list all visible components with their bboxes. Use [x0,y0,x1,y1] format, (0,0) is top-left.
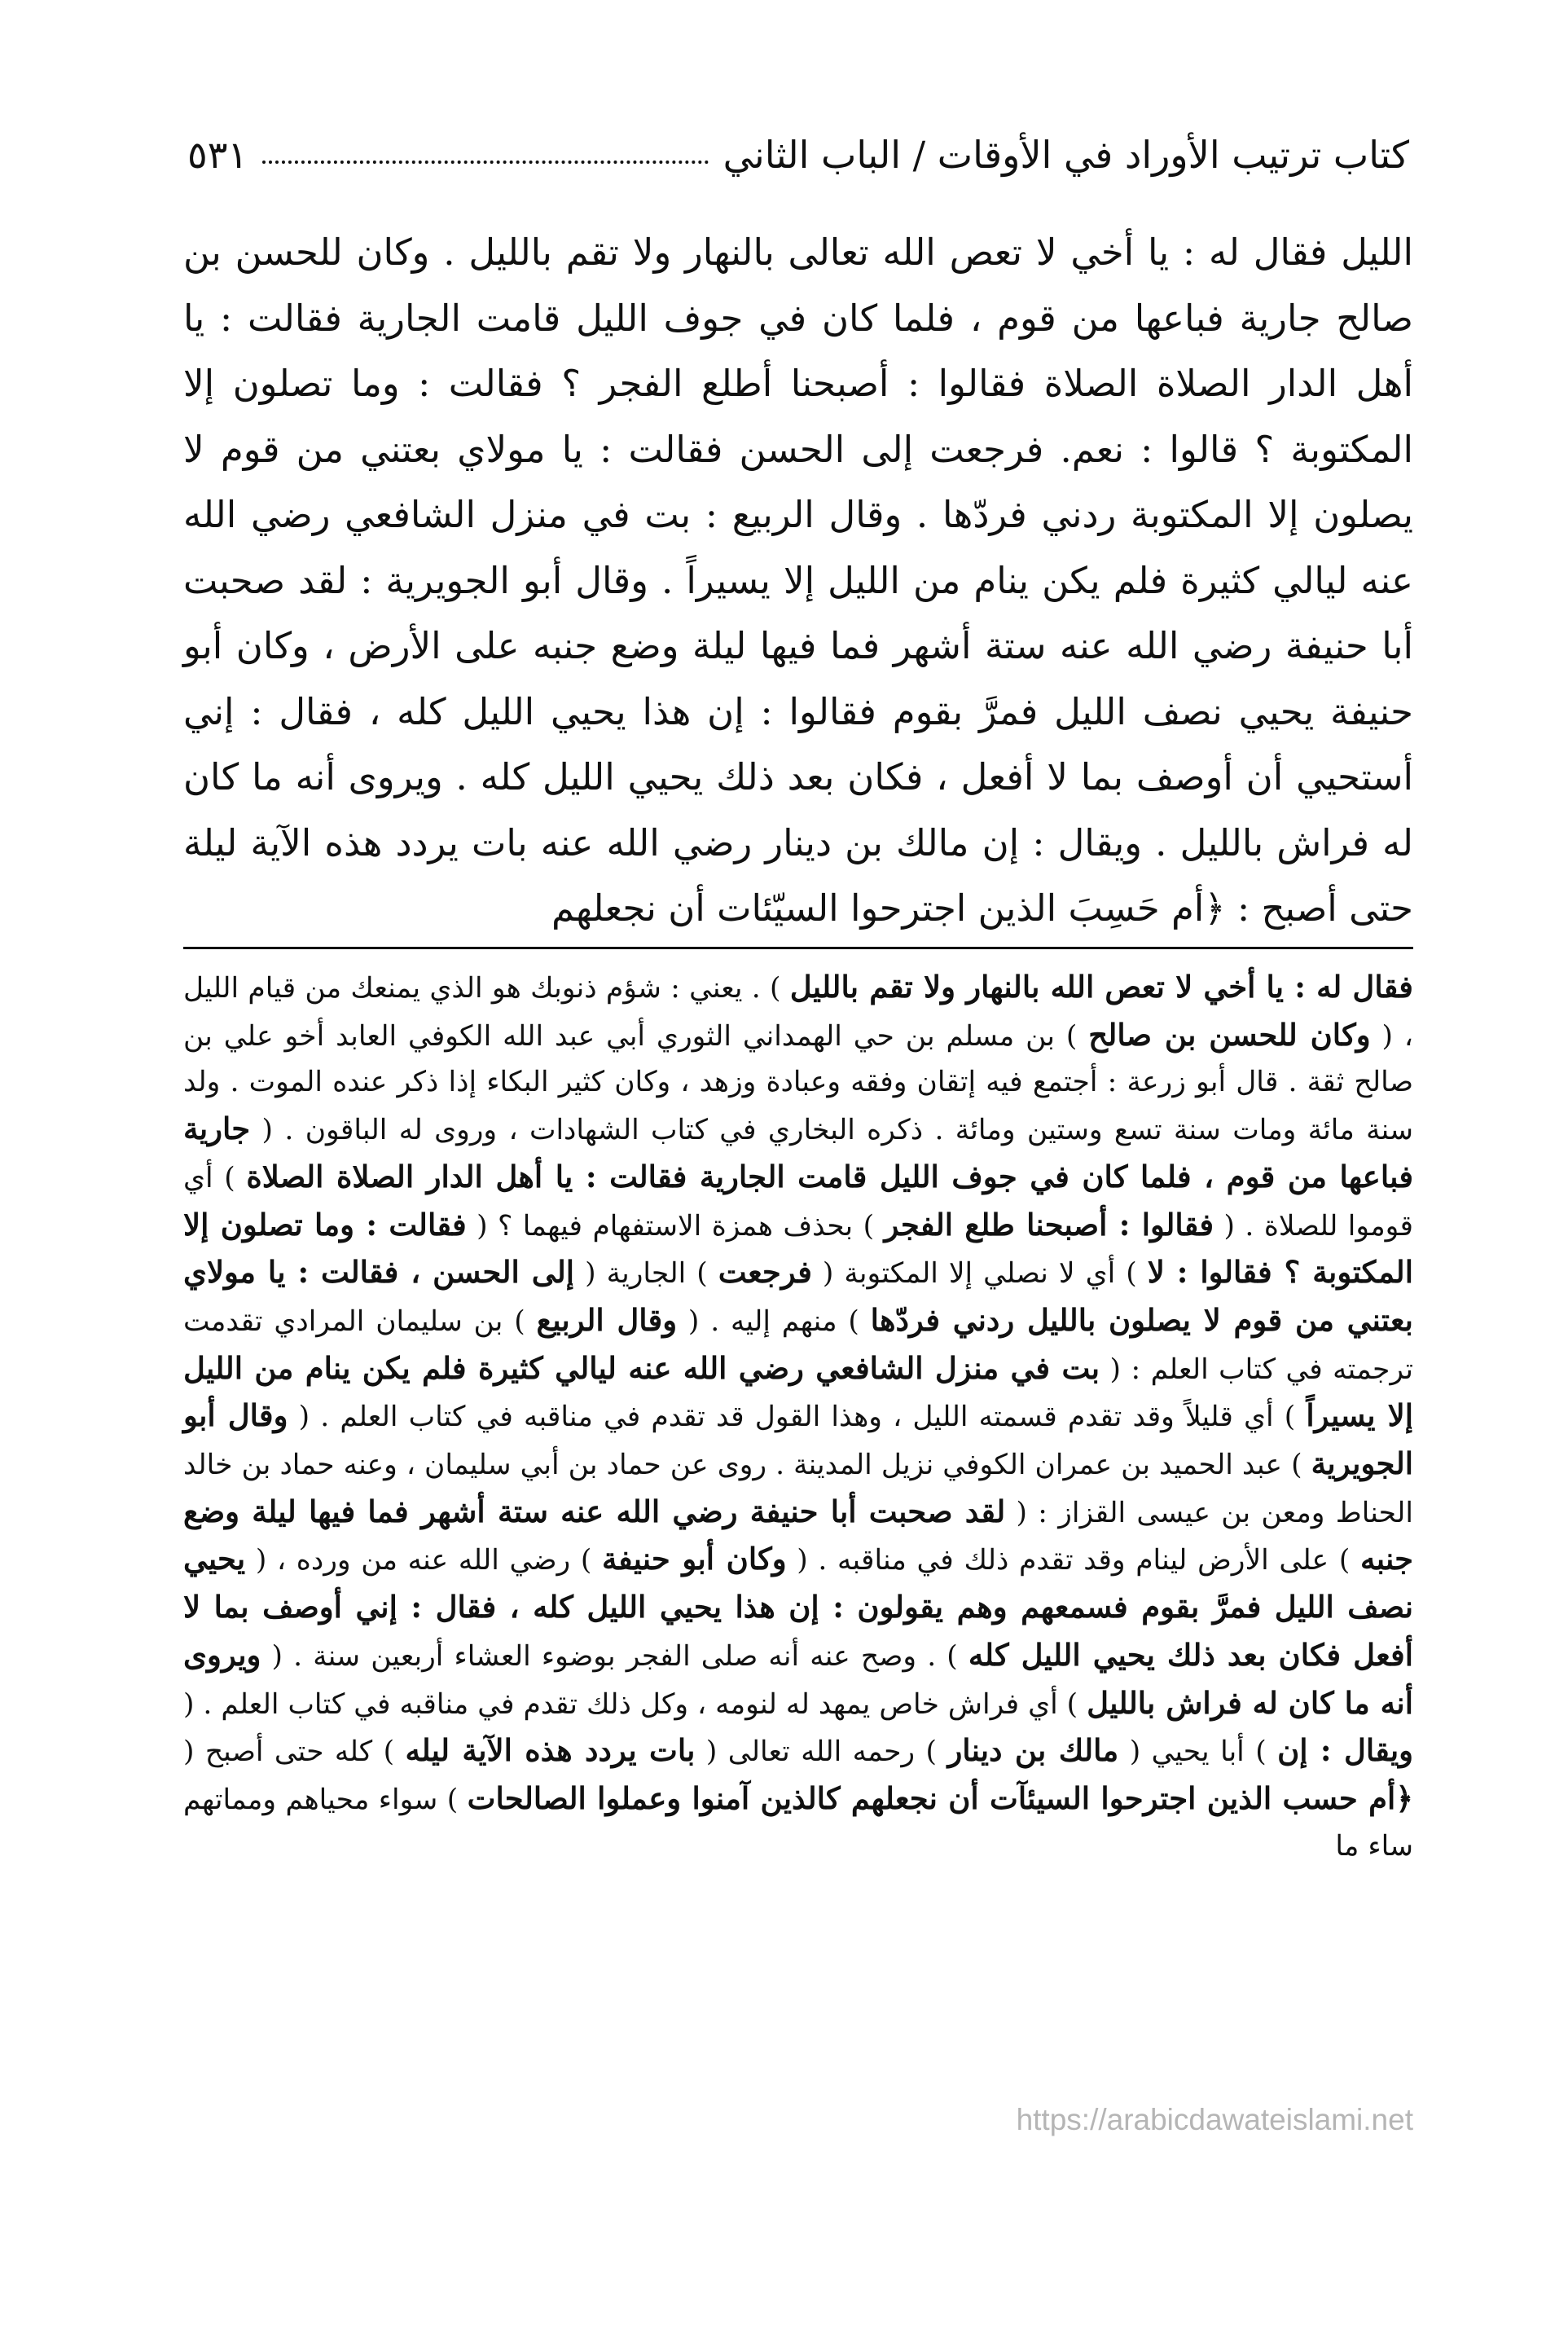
quoted-text-segment: بت في منزل الشافعي رضي الله عنه ليالي كثيرة فلم يكن ينام من الليل إلا يسيراً [183,1349,1413,1434]
commentary-segment: ) رحمه الله تعالى ( [695,1735,948,1769]
header-title: كتاب ترتيب الأوراد في الأوقات / الباب الثاني [723,133,1409,177]
quoted-text-segment: ويروى أنه ما كان له فراش بالليل [183,1636,1413,1721]
quoted-text-segment: وكان أبو حنيفة [602,1541,787,1577]
main-text: الليل فقال له : يا أخي لا تعص الله تعالى بالنهار ولا تقم بالليل . وكان للحسن بن صالح جارية فباعها من قوم ، فلما كان في جوف الليل قامت الجارية فقالت : يا أهل الدار الصلاة الصلاة فقالوا : أصبحنا أطلع الفجر ؟ فقالت : وما تصلون إلا المكتوبة ؟ قالوا : نعم. فرجعت إلى الحسن فقالت : يا مولاي بعتني من قوم لا يصلون إلا المكتوبة ردني فردّها . وقال الربيع : بت في منزل الشافعي رضي الله عنه ليالي كثيرة فلم يكن ينام من الليل إلا يسيراً . وقال أبو الجويرية : لقد صحبت أبا حنيفة رضي الله عنه ستة أشهر فما فيها ليلة وضع جنبه على الأرض ، وكان أبو حنيفة يحيي نصف الليل فمرَّ بقوم فقالوا : إن هذا يحيي الليل كله ، فقال : إني أستحيي أن أوصف بما لا أفعل ، فكان بعد ذلك يحيي الليل كله . ويروى أنه ما كان له فراش بالليل . ويقال : إن مالك بن دينار رضي الله عنه بات يردد هذه الآية ليلة حتى أصبح : ﴿أم حَسِبَ الذين اجترحوا السيّئات أن نجعلهم [183,231,1413,930]
commentary-segment: ) بن سليمان المرادي تقدمت ترجمته في كتاب العلم : ( [183,1304,1413,1386]
commentary-segment: ) الجارية ( [574,1257,718,1291]
commentary-segment: ) بن مسلم بن حي الهمداني الثوري أبي عبد الله الكوفي العابد أخو علي بن صالح ثقة . قال أبو زرعة : أجتمع فيه إتقان وفقه وعبادة وزهد ، وكان كثير البكاء إذا ذكر عنده الموت . ولد سنة مائة ومات سنة تسع وستين ومائة . ذكره البخاري في كتاب الشهادات ، وروى له الباقون . ( [183,1019,1413,1147]
quoted-text-segment: إلى الحسن ، فقالت : يا مولاي بعتني من قوم لا يصلون بالليل ردني فردّها [183,1254,1413,1338]
quoted-text-segment: جارية فباعها من قوم ، فلما كان في جوف الليل قامت الجارية فقالت : يا أهل الدار الصلاة الصلاة [183,1111,1414,1194]
commentary-segment: ) . وصح عنه أنه صلى الفجر بوضوء العشاء أربعين سنة . ( [261,1639,968,1673]
footnote-divider [183,947,1413,949]
commentary-segment: ) على الأرض لينام وقد تقدم ذلك في مناقبه . ( [786,1544,1360,1577]
quoted-text-segment: ويقال : إن [1277,1732,1413,1769]
commentary-segment: ) بحذف همزة الاستفهام فيهما ؟ ( [466,1209,885,1243]
quoted-text-segment: فرجعت [718,1254,812,1291]
commentary-segment: ) . يعني : شؤم ذنوبك هو الذي يمنعك من قيام الليل ، ( [183,972,1413,1053]
commentary-segment: ) أي فراش خاص يمهد له لنومه ، وكل ذلك تقدم في مناقبه في كتاب العلم . ( [183,1687,1087,1721]
commentary-segment: ) سواء محياهم ومماتهم ساء ما [183,1783,1413,1863]
commentary-segment: ) رضي الله عنه من ورده ، ( [245,1544,603,1577]
commentary-segment: ) منهم إليه . ( [677,1304,871,1338]
commentary-segment: ) أي قليلاً وقد تقدم قسمته الليل ، وهذا القول قد تقدم في مناقبه في كتاب العلم . ( [288,1401,1307,1434]
quoted-text-segment: وقال الربيع [536,1301,678,1338]
quoted-text-segment: لقد صحبت أبا حنيفة رضي الله عنه ستة أشهر فما فيها ليلة وضع جنبه [183,1493,1413,1577]
watermark-url: https://arabicdawateislami.net [1016,2103,1413,2136]
quoted-text-segment: مالك بن دينار [947,1732,1119,1769]
quoted-text-segment: ﴿أم حسب الذين اجترحوا السيئآت أن نجعلهم كالذين آمنوا وعملوا الصالحات [467,1779,1413,1816]
header-leader-dots [262,146,708,164]
commentary-segment: ) كله حتى أصبح ( [183,1735,406,1769]
commentary-segment: ) أي لا نصلي إلا المكتوبة ( [811,1257,1148,1291]
quoted-text-segment: بات يردد هذه الآية ليله [405,1732,696,1769]
quoted-text-segment: فقال له : يا أخي لا تعص الله بالنهار ولا تقم بالليل [789,969,1413,1005]
commentary-segment: ) أي قوموا للصلاة . ( [183,1161,1413,1243]
commentary-text [183,964,1413,1869]
quoted-text-segment: وقال أبو الجويرية [183,1397,1413,1482]
quoted-text-segment: وكان للحسن بن صالح [1088,1016,1371,1053]
page-number: ٥٣١ [187,133,248,177]
quoted-text-segment: فقالوا : أصبحنا طلع الفجر [884,1206,1214,1243]
quoted-text-segment: فقالت : وما تصلون إلا المكتوبة ؟ فقالوا : لا [183,1206,1413,1291]
running-header [187,122,1409,187]
commentary-segment: ) عبد الحميد بن عمران الكوفي نزيل المدينة . روى عن حماد بن أبي سليمان ، وعنه حماد بن خالد الحناط ومعن بن عيسى القزاز : ( [183,1449,1413,1529]
commentary-segment: ) أبا يحيي ( [1118,1735,1278,1769]
quoted-text-segment: يحيي نصف الليل فمرَّ بقوم فسمعهم وهم يقولون : إن هذا يحيي الليل كله ، فقال : إني أوصف بما لا أفعل فكان بعد ذلك يحيي الليل كله [183,1541,1413,1673]
